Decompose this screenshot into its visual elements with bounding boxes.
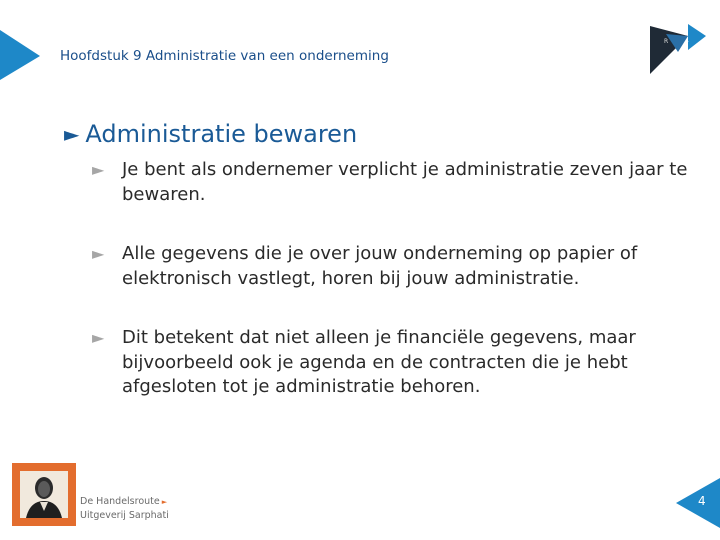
left-triangle-decoration	[0, 30, 42, 82]
heading-text: Administratie bewaren	[85, 120, 358, 148]
bullet-item	[92, 242, 692, 291]
bullet-text: Dit betekent dat niet alleen je financiële gegevens, maar bijvoorbeeld ook je agenda en de contracten die je hebt afgesloten tot je administratie behoren.	[122, 327, 636, 397]
publisher-arrow-icon: ►	[161, 498, 168, 506]
bullet-item	[92, 158, 692, 207]
corner-badge-number: 4	[685, 38, 689, 45]
bullet-arrow-icon: ►	[92, 328, 105, 347]
publisher-name	[80, 496, 167, 507]
bullet-arrow-icon: ►	[92, 244, 105, 263]
corner-logo-decoration	[648, 22, 708, 78]
bullet-text: Alle gegevens die je over jouw onderneming op papier of elektronisch vastlegt, horen bij jouw administratie.	[122, 243, 638, 289]
bullet-text: Je bent als ondernemer verplicht je administratie zeven jaar te bewaren.	[122, 159, 688, 205]
corner-badge-letter: R	[664, 38, 669, 45]
publisher-logo	[12, 463, 76, 526]
chapter-title: Hoofdstuk 9 Administratie van een onderneming	[60, 48, 389, 64]
bullet-arrow-icon: ►	[92, 160, 105, 179]
slide-heading	[64, 120, 357, 148]
page-number: 4	[698, 494, 706, 508]
publisher-imprint: Uitgeverij Sarphati	[80, 510, 169, 521]
publisher-name-text: De Handelsroute	[80, 496, 160, 507]
portrait-icon	[20, 471, 68, 518]
heading-arrow-icon: ►	[64, 122, 80, 146]
bullet-item	[92, 326, 692, 400]
